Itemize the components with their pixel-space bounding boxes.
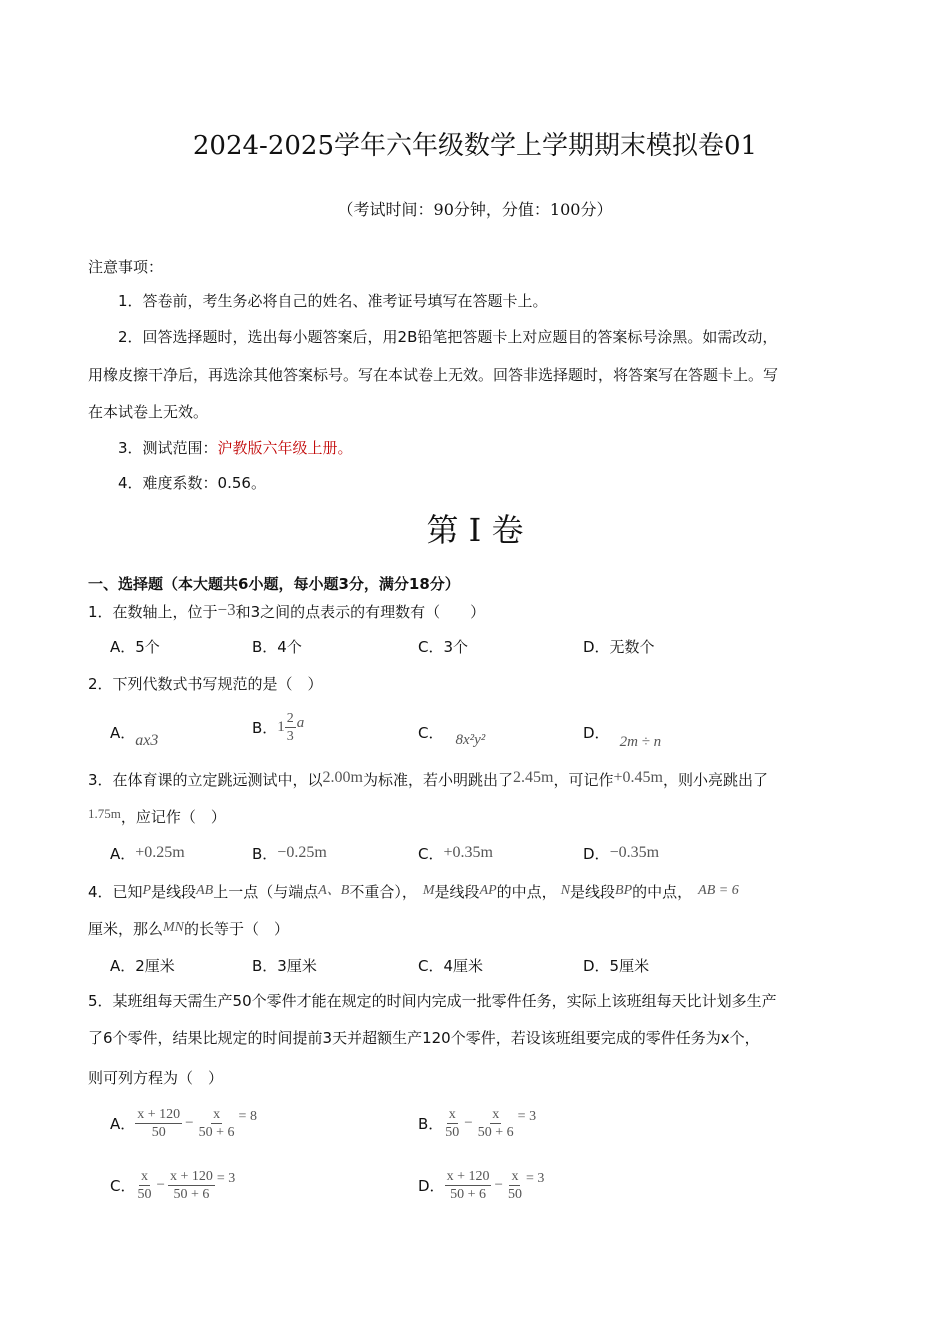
- q5-a-minus: −: [185, 1114, 194, 1131]
- exam-info: （考试时间：90分钟，分值：100分）: [337, 200, 613, 219]
- notice-item-2-line-3: 在本试卷上无效。: [88, 403, 209, 421]
- q3-math-1: 2.00m: [322, 769, 363, 786]
- q3-option-d-value: −0.35m: [609, 844, 660, 861]
- q5-a-result: = 8: [238, 1109, 257, 1124]
- q3-text-d: ，则小亮跳出了: [662, 771, 768, 789]
- q4-math-mn: MN: [163, 920, 185, 935]
- q4-text-e: 是线段: [434, 883, 480, 901]
- q5-b-numerator-2: x: [492, 1106, 500, 1122]
- q5-option-b-fraction-1: [443, 1106, 461, 1141]
- q5-option-a-label: A．: [110, 1114, 136, 1133]
- q1-text-a: 1．在数轴上，位于: [88, 603, 218, 621]
- part-title: 第 I 卷: [426, 511, 524, 549]
- q2-option-d-expr: 2m ÷ n: [619, 734, 662, 750]
- q4-option-b[interactable]: B．3厘米: [252, 957, 317, 975]
- q3-text-c: ，可记作: [553, 771, 614, 789]
- question-5-line-1: 5．某班组每天需生产50个零件才能在规定的时间内完成一批零件任务，实际上该班组每天比计划多生产: [88, 992, 777, 1010]
- q5-d-numerator-2: x: [511, 1168, 519, 1184]
- q4-text-a: 4．已知: [88, 883, 143, 901]
- q5-a-numerator-1: x + 120: [137, 1106, 181, 1122]
- q3-option-b[interactable]: [252, 843, 327, 864]
- q5-b-numerator-1: x: [448, 1106, 456, 1122]
- q2-option-a-expr: ax3: [135, 732, 159, 749]
- q5-option-c-fraction-2: [168, 1168, 215, 1203]
- q2-option-b-label: B．: [252, 718, 278, 737]
- q5-d-result: = 3: [525, 1171, 545, 1186]
- q4-text-line2a: 厘米，那么: [88, 920, 164, 938]
- q5-a-numerator-2: x: [213, 1106, 221, 1122]
- q5-option-b-label: B．: [418, 1114, 444, 1133]
- test-scope: 沪教版六年级上册。: [217, 439, 353, 457]
- q4-math-n: N: [560, 883, 571, 898]
- notice-item-4: 4．难度系数：0.56。: [118, 474, 266, 492]
- q2-option-c-expr: 8x²y²: [455, 732, 486, 748]
- q5-b-result: = 3: [517, 1109, 537, 1124]
- q3-text-e: ，应记作（ ）: [120, 808, 226, 826]
- q5-option-c[interactable]: [110, 1165, 235, 1205]
- q3-math-2: 2.45m: [513, 769, 554, 786]
- notice-heading: 注意事项：: [88, 258, 164, 276]
- notice-item-1: 1．答卷前，考生务必将自己的姓名、准考证号填写在答题卡上。: [118, 292, 548, 310]
- q5-c-result: = 3: [216, 1171, 236, 1186]
- q4-math-ab-6: AB = 6: [698, 883, 739, 898]
- question-1: [88, 600, 485, 622]
- q3-option-d[interactable]: [583, 843, 659, 864]
- q3-option-a-label: A．: [110, 845, 136, 863]
- q2-option-b[interactable]: [252, 705, 304, 749]
- page-title: 2024-2025学年六年级数学上学期期末模拟卷01: [192, 131, 758, 161]
- q5-d-denominator-2: 50: [507, 1186, 522, 1202]
- q5-option-c-label: C．: [110, 1176, 136, 1195]
- q5-option-a-fraction-2: [197, 1106, 237, 1141]
- q2-option-d[interactable]: [583, 722, 662, 750]
- q3-option-c-value: +0.35m: [443, 844, 493, 861]
- q3-text-b: 为标准，若小明跳出了: [363, 771, 514, 789]
- q4-math-a-b: A、B: [318, 883, 350, 898]
- q5-option-d-fraction-2: [506, 1168, 524, 1203]
- q2-option-a[interactable]: [110, 722, 159, 749]
- q4-math-ab: AB: [196, 883, 214, 898]
- q3-math-4: 1.75m: [88, 806, 121, 821]
- q2-option-b-variable: a: [296, 714, 305, 731]
- q3-option-b-value: −0.25m: [277, 844, 327, 861]
- q1-option-d[interactable]: D．无数个: [583, 638, 655, 656]
- section-heading: 一、选择题（本大题共6小题，每小题3分，满分18分）: [88, 575, 460, 593]
- q4-text-h: 的中点，: [632, 883, 693, 901]
- notice-item-2-line-2: 用橡皮擦干净后，再选涂其他答案标号。写在本试卷上无效。回答非选择题时，将答案写在答题卡上。写: [88, 366, 779, 384]
- q5-a-denominator-2: 50 + 6: [198, 1124, 235, 1140]
- q5-a-denominator-1: 50: [151, 1124, 166, 1140]
- q4-text-b: 是线段: [151, 883, 197, 901]
- question-3-line-1: [88, 769, 768, 790]
- q3-option-c[interactable]: [418, 843, 493, 864]
- q5-c-minus: −: [156, 1176, 165, 1193]
- q3-text-a: 3．在体育课的立定跳远测试中，以: [88, 771, 323, 789]
- q4-math-m: M: [422, 883, 435, 898]
- q2-option-b-numerator: 2: [286, 710, 294, 726]
- q2-option-c[interactable]: [418, 722, 486, 748]
- q3-option-a[interactable]: [110, 843, 185, 864]
- q5-d-numerator-1: x + 120: [446, 1168, 490, 1184]
- q4-text-d: 不重合），: [349, 883, 417, 901]
- q4-math-p: P: [142, 883, 152, 898]
- question-4-line-2: [88, 918, 289, 939]
- q5-b-denominator-1: 50: [445, 1124, 460, 1140]
- q5-d-denominator-1: 50 + 6: [450, 1186, 486, 1202]
- q2-option-d-label: D．: [583, 724, 610, 742]
- q5-option-d-label: D．: [418, 1176, 445, 1195]
- q4-text-g: 是线段: [570, 883, 616, 901]
- q4-text-f: 的中点，: [496, 883, 557, 901]
- q2-option-b-denominator: 3: [286, 728, 294, 744]
- q2-option-a-label: A．: [110, 724, 136, 742]
- q3-math-3: +0.45m: [613, 769, 663, 786]
- q5-option-d[interactable]: [418, 1165, 544, 1205]
- q3-option-c-label: C．: [418, 845, 444, 863]
- q5-option-a-fraction-1: [135, 1106, 182, 1141]
- q4-text-c: 上一点（与端点: [213, 883, 319, 901]
- notice-item-3-label: 3．测试范围：: [118, 439, 218, 457]
- question-2: 2．下列代数式书写规范的是（ ）: [88, 675, 323, 693]
- q2-option-c-label: C．: [418, 724, 444, 742]
- q1-math: −3: [217, 600, 236, 619]
- q4-math-ap: AP: [479, 883, 497, 898]
- q1-option-a[interactable]: A．5个: [110, 638, 160, 656]
- q3-option-a-value: +0.25m: [135, 844, 185, 861]
- q5-c-numerator-1: x: [140, 1168, 148, 1184]
- q1-option-b[interactable]: B．4个: [252, 638, 302, 656]
- q3-option-b-label: B．: [252, 845, 278, 863]
- notice-item-2-line-1: 2．回答选择题时，选出每小题答案后，用2B铅笔把答题卡上对应题目的答案标号涂黑。如需改动，: [118, 328, 778, 346]
- notice-item-3: [118, 437, 353, 458]
- q5-c-denominator-1: 50: [137, 1186, 152, 1202]
- question-5-line-2: 了6个零件，结果比规定的时间提前3天并超额生产120个零件，若设该班组要完成的零件任务为x个，: [88, 1029, 760, 1047]
- q4-option-c[interactable]: C．4厘米: [418, 957, 484, 975]
- q4-math-bp: BP: [615, 883, 633, 898]
- q4-option-d[interactable]: D．5厘米: [583, 957, 650, 975]
- q5-option-d-fraction-1: [445, 1168, 492, 1203]
- q2-option-b-fraction: [285, 710, 296, 745]
- q4-option-a[interactable]: A．2厘米: [110, 957, 175, 975]
- q5-c-numerator-2: x + 120: [169, 1168, 213, 1184]
- q5-d-minus: −: [494, 1176, 503, 1193]
- q5-option-b[interactable]: [418, 1103, 536, 1143]
- q5-c-denominator-2: 50 + 6: [173, 1186, 210, 1202]
- q2-option-b-whole: 1: [277, 718, 285, 735]
- question-3-line-2: [88, 806, 226, 827]
- q1-option-c[interactable]: C．3个: [418, 638, 469, 656]
- q5-option-c-fraction-1: [135, 1168, 153, 1203]
- q5-option-a[interactable]: [110, 1103, 257, 1143]
- q4-text-line2b: 的长等于（ ）: [184, 920, 290, 938]
- question-4-line-1: [88, 879, 739, 902]
- q1-text-b: 和3之间的点表示的有理数有（ ）: [235, 603, 486, 621]
- q5-b-denominator-2: 50 + 6: [477, 1124, 514, 1140]
- question-5-line-3: 则可列方程为（ ）: [88, 1069, 224, 1087]
- q5-b-minus: −: [464, 1114, 473, 1131]
- q3-option-d-label: D．: [583, 845, 610, 863]
- q5-option-b-fraction-2: [476, 1106, 516, 1141]
